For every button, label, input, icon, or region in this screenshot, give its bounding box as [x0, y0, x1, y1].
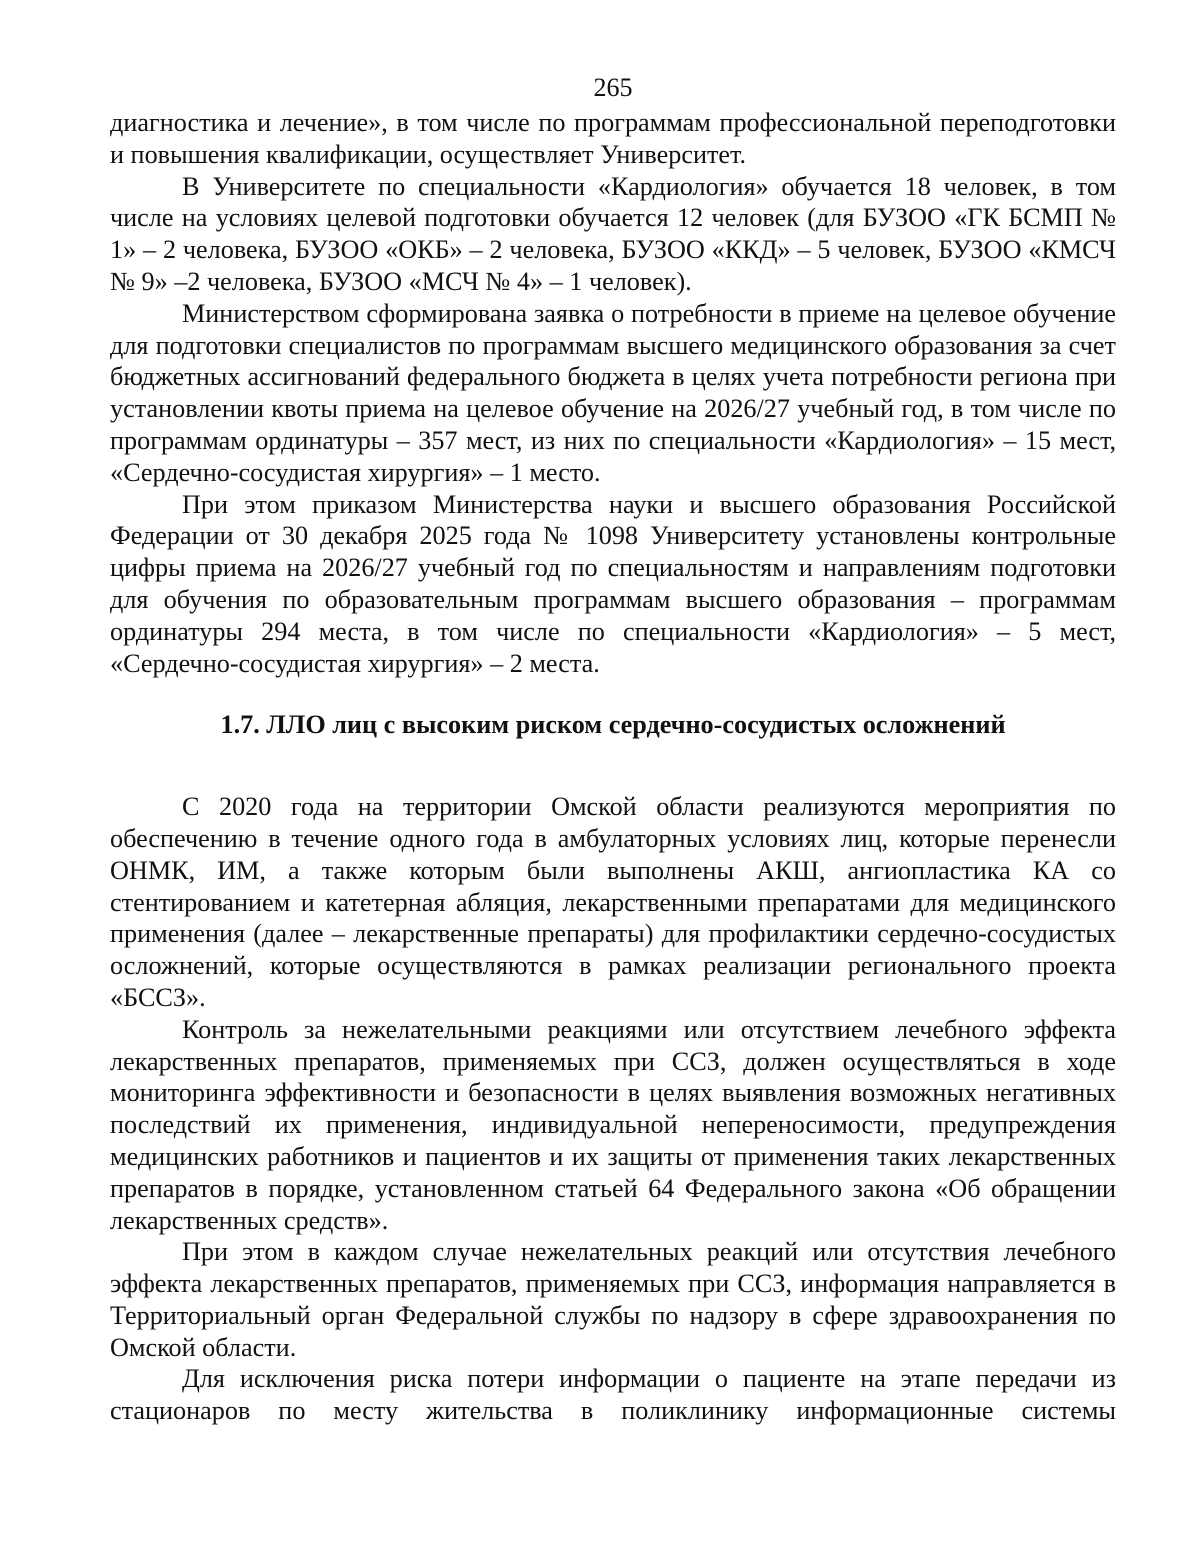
page-number: 265 [593, 73, 633, 102]
paragraph: Министерством сформирована заявка о потребности в приеме на целевое обучение для подготовки специалистов по программам высшего медицинского образования за счет бюджетных ассигнований федерального бюджета в целях учета потребности региона при установлении квоты приема на целевое обучение на 2026/27 учебный год, в том числе по программам ординатуры – 357 мест, из них по специальности «Кардиология» – 15 мест, «Сердечно-сосудистая хирургия» – 1 место. [110, 298, 1116, 487]
paragraph: С 2020 года на территории Омской области реализуются мероприятия по обеспечению в течение одного года в амбулаторных условиях лиц, которые перенесли ОНМК, ИМ, а также которым были выполнены АКШ, ангиопластика КА со стентированием и катетерная абляция, лекарственными препаратами для медицинского применения (далее – лекарственные препараты) для профилактики сердечно-сосудистых осложнений, которые осуществляются в рамках реализации регионального проекта «БССЗ». [110, 792, 1116, 1012]
paragraph: В Университете по специальности «Кардиология» обучается 18 человек, в том числе на условиях целевой подготовки обучается 12 человек (для БУЗОО «ГК БСМП № 1» – 2 человека, БУЗОО «ОКБ» – 2 человека, БУЗОО «ККД» – 5 человек, БУЗОО «КМСЧ № 9» –2 человека, БУЗОО «МСЧ № 4» – 1 человек). [110, 171, 1116, 296]
document-page [110, 72, 1116, 1427]
paragraph: Контроль за нежелательными реакциями или отсутствием лечебного эффекта лекарственных препаратов, применяемых при ССЗ, должен осуществляться в ходе мониторинга эффективности и безопасности в целях выявления возможных негативных последствий их применения, индивидуальной непереносимости, предупреждения медицинских работников и пациентов и их защиты от применения таких лекарственных препаратов в порядке, установленном статьей 64 Федерального закона «Об обращении лекарственных средств». [110, 1014, 1116, 1235]
section-heading: 1.7. ЛЛО лиц с высоким риском сердечно-сосудистых осложнений [220, 710, 1006, 740]
body-text-bottom [110, 791, 1116, 1427]
paragraph: диагностика и лечение», в том числе по программам профессиональной переподготовки и повышения квалификации, осуществляет Университет. [110, 108, 1116, 169]
paragraph: При этом в каждом случае нежелательных реакций или отсутствия лечебного эффекта лекарственных препаратов, применяемых при ССЗ, информация направляется в Территориальный орган Федеральной службы по надзору в сфере здравоохранения по Омской области. [110, 1237, 1116, 1362]
body-text-top [110, 107, 1116, 679]
paragraph: Для исключения риска потери информации о пациенте на этапе передачи из стационаров по месту жительства в поликлинику информационные системы [110, 1364, 1116, 1426]
paragraph: При этом приказом Министерства науки и высшего образования Российской Федерации от 30 декабря 2025 года № 1098 Университету установлены контрольные цифры приема на 2026/27 учебный год по специальностям и направлениям подготовки для обучения по образовательным программам высшего образования – программам ординатуры 294 места, в том числе по специальности «Кардиология» – 5 мест, «Сердечно-сосудистая хирургия» – 2 места. [110, 489, 1116, 678]
